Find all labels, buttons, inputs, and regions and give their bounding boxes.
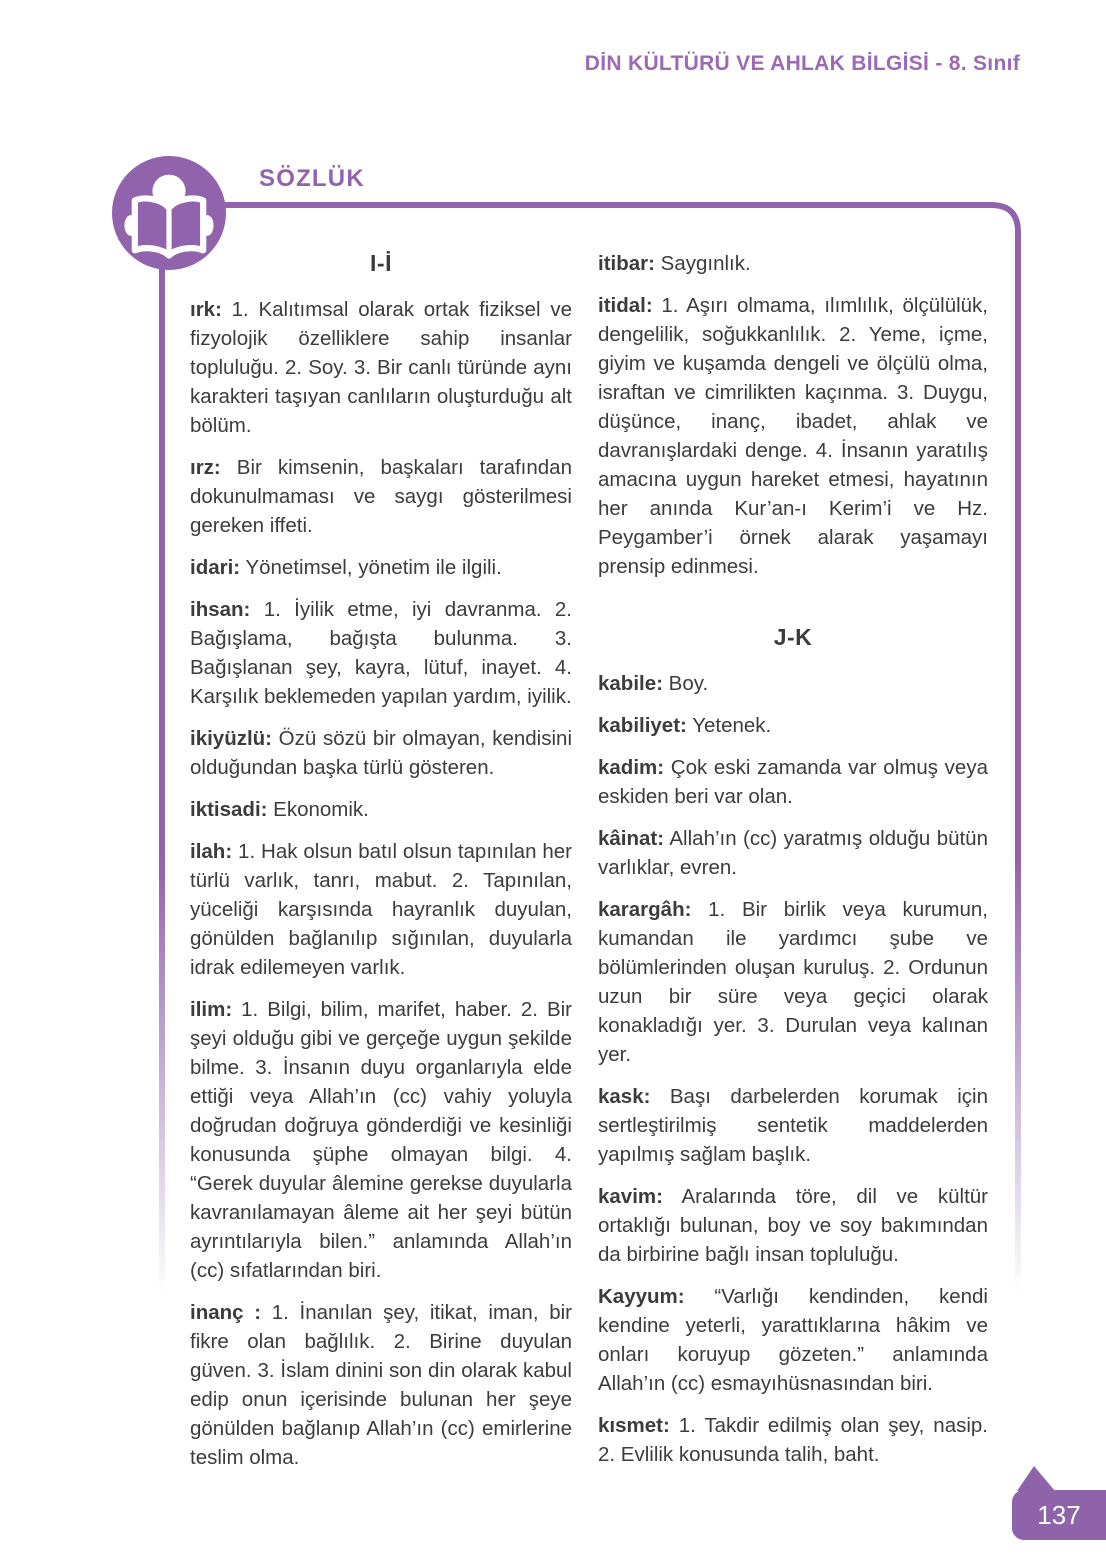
dictionary-entry — [190, 837, 572, 982]
entry-term: kabile: — [598, 672, 663, 695]
entry-definition: Çok eski zamanda var olmuş veya eskiden beri var olan. — [598, 756, 988, 808]
dictionary-entry — [190, 724, 572, 782]
dictionary-entry — [190, 453, 572, 540]
entry-term: iktisadi: — [190, 798, 268, 821]
entry-definition: Boy. — [662, 672, 709, 695]
entry-term: ırz: — [190, 456, 221, 479]
entry-definition: 1. Kalıtımsal olarak ortak fiziksel ve fizyolojik özelliklere sahip insanlar topluluğu. 2. Soy. 3. Bir canlı türünde aynı karakteri taşıyan canlıların oluşturduğu alt bölüm. — [190, 298, 572, 437]
dictionary-entry — [598, 824, 988, 882]
page-number: 137 — [1037, 1499, 1081, 1530]
dictionary-entry — [190, 995, 572, 1285]
glossary-column-left — [190, 249, 572, 1485]
entry-term: itibar: — [598, 252, 655, 275]
dictionary-entry — [598, 291, 988, 581]
entry-term: ihsan: — [190, 598, 251, 621]
entry-term: ikiyüzlü: — [190, 727, 273, 750]
entry-term: ilah: — [190, 840, 233, 863]
entry-definition: 1. İnanılan şey, itikat, iman, bir fikre olan bağlılık. 2. Birine duyulan güven. 3. İslam dinini son din olarak kabul edip onun içerisinde bulunan her şeye gönülden bağlanıp Allah’ın (cc) emirlerine teslim olma. — [190, 1301, 572, 1469]
entry-definition: Özü sözü bir olmayan, kendisini olduğundan başka türlü gösteren. — [190, 727, 572, 779]
dictionary-entry — [190, 795, 572, 824]
letter-group-header: J-K — [773, 624, 813, 650]
entry-term: itidal: — [598, 294, 653, 317]
dictionary-entry — [598, 1082, 988, 1169]
entry-term: kask: — [598, 1085, 651, 1108]
dictionary-entry — [598, 1182, 988, 1269]
entry-definition: 1. Hak olsun batıl olsun tapınılan her türlü varlık, tanrı, mabut. 2. Tapınılan, yüceliği karşısında hayranlık duyulan, gönülden bağlanılıp sığınılan, duyularla idrak edilemeyen varlık. — [190, 840, 572, 979]
dictionary-entry — [190, 553, 572, 582]
section-title: SÖZLÜK — [259, 165, 365, 192]
entry-definition: Yetenek. — [686, 714, 772, 737]
entry-definition: Ekonomik. — [267, 798, 369, 821]
course-title: DİN KÜLTÜRÜ VE AHLAK BİLGİSİ - 8. Sınıf — [584, 52, 1020, 75]
dictionary-entry — [598, 669, 988, 698]
entry-definition: Bir kimsenin, başkaları tarafından dokunulmaması ve saygı gösterilmesi gereken iffeti. — [190, 456, 572, 537]
entry-definition: 1. Bilgi, bilim, marifet, haber. 2. Bir şeyi olduğu gibi ve gerçeğe uygun şekilde bilme. 3. İnsanın duyu organlarıyla elde ettiği veya Allah’ın (cc) vahiy yoluyla doğrudan doğruya gönderdiği ve kesinliği konusunda şüphe olmayan bilgi. 4. “Gerek duyular âlemine gerekse duyularla kavranılamayan âleme ait her şeyi bütün ayrıntılarıyla bilen.” anlamında Allah’ın (cc) sıfatlarından biri. — [190, 998, 572, 1282]
dictionary-entry — [598, 1411, 988, 1469]
entry-term: Kayyum: — [598, 1285, 685, 1308]
entry-definition: 1. İyilik etme, iyi davranma. 2. Bağışlama, bağışta bulunma. 3. Bağışlanan şey, kayra, lütuf, inayet. 4. Karşılık beklemeden yapılan yardım, iyilik. — [190, 598, 572, 708]
entry-term: karargâh: — [598, 898, 692, 921]
entry-definition: Saygınlık. — [654, 252, 751, 275]
glossary-column-right — [598, 249, 988, 1482]
entry-term: idari: — [190, 556, 241, 579]
dictionary-entry — [598, 249, 988, 278]
dictionary-entry — [598, 895, 988, 1069]
dictionary-entry — [190, 595, 572, 711]
entry-definition: “Varlığı kendinden, kendi kendine yeterli, yarattıklarına hâkim ve onları koruyup gözeten.” anlamında Allah’ın (cc) esmayıhüsnasından biri. — [598, 1285, 988, 1395]
dictionary-entry — [598, 1282, 988, 1398]
entry-term: kâinat: — [598, 827, 665, 850]
entry-term: ırk: — [190, 298, 222, 321]
dictionary-entry — [598, 711, 988, 740]
entry-definition: Allah’ın (cc) yaratmış olduğu bütün varlıklar, evren. — [598, 827, 988, 879]
entry-term: kısmet: — [598, 1414, 670, 1437]
entry-definition: 1. Takdir edilmiş olan şey, nasip. 2. Evlilik konusunda talih, baht. — [598, 1414, 988, 1466]
entry-definition: 1. Aşırı olmama, ılımlılık, ölçülülük, dengelilik, soğukkanlılık. 2. Yeme, içme, giyim ve kuşamda dengeli ve ölçülü olma, israftan ve cimrilikten kaçınma. 3. Duygu, düşünce, inanç, ibadet, ahlak ve davranışlardaki denge. 4. İnsanın yaratılış amacına uygun hareket etmesi, hayatının her anında Kur’an-ı Kerim’i ve Hz. Peygamber’i örnek alarak yaşamayı prensip edinmesi. — [598, 294, 988, 578]
entry-term: inanç : — [190, 1301, 262, 1324]
badge-triangle — [1017, 1466, 1055, 1491]
dictionary-entry — [598, 753, 988, 811]
dictionary-entry — [190, 1298, 572, 1472]
entry-definition: 1. Bir birlik veya kurumun, kumandan ile yardımcı şube ve bölümlerinden oluşan kuruluş. 2. Ordunun uzun bir süre veya geçici olarak konakladığı yer. 3. Durulan veya kalınan yer. — [598, 898, 988, 1066]
reader-hand-left — [124, 215, 136, 236]
entry-definition: Yönetimsel, yönetim ile ilgili. — [240, 556, 502, 579]
entry-term: kadim: — [598, 756, 665, 779]
dictionary-entry — [190, 295, 572, 440]
entry-term: kabiliyet: — [598, 714, 687, 737]
entry-definition: Aralarında töre, dil ve kültür ortaklığı bulunan, boy ve soy bakımından da birbirine bağlı insan topluluğu. — [598, 1185, 988, 1266]
letter-group-header: I-İ — [370, 250, 392, 276]
entry-definition: Başı darbelerden korumak için sertleştirilmiş sentetik maddelerden yapılmış sağlam başlık. — [598, 1085, 988, 1166]
page-number-badge — [1012, 1490, 1106, 1540]
reader-hand-right — [201, 215, 213, 236]
entry-term: kavim: — [598, 1185, 663, 1208]
entry-term: ilim: — [190, 998, 233, 1021]
